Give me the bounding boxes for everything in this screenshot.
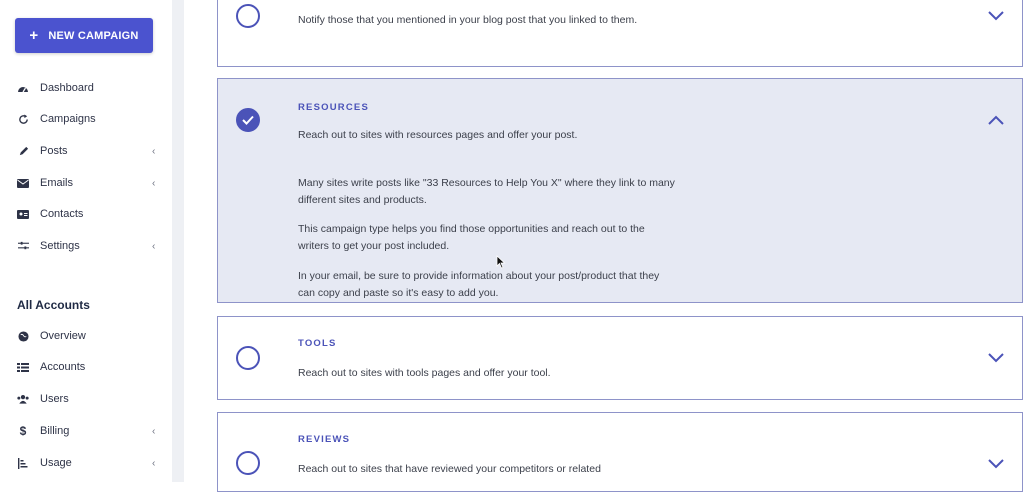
campaign-card-mentions[interactable] (217, 0, 1023, 67)
chevron-left-icon: ‹ (152, 457, 156, 469)
chevron-up-icon[interactable] (987, 114, 1005, 126)
sidebar-item-accounts[interactable] (0, 355, 172, 379)
sliders-icon (17, 240, 29, 252)
dollar-icon: $ (19, 424, 27, 438)
sidebar-item-users[interactable] (0, 387, 172, 411)
sidebar-item-label: Billing (40, 425, 70, 437)
sidebar-item-label: Contacts (40, 208, 84, 220)
chevron-down-icon[interactable] (987, 352, 1005, 364)
card-description: Reach out to sites that have reviewed your competitors or related (298, 463, 601, 475)
sidebar-item-label: Accounts (40, 361, 86, 373)
new-campaign-label: NEW CAMPAIGN (48, 29, 139, 42)
mouse-cursor-icon (496, 255, 506, 269)
campaign-card-tools[interactable] (217, 316, 1023, 400)
sidebar-item-contacts[interactable] (0, 202, 172, 226)
sidebar-item-label: Settings (40, 240, 80, 252)
sidebar-item-overview[interactable] (0, 324, 172, 348)
campaign-card-resources[interactable] (217, 78, 1023, 303)
sidebar-item-label: Campaigns (40, 113, 96, 125)
chevron-down-icon[interactable] (987, 458, 1005, 470)
radio-unchecked-icon[interactable] (236, 346, 260, 370)
sidebar-item-posts[interactable] (0, 139, 172, 163)
radio-unchecked-icon[interactable] (236, 451, 260, 475)
sidebar-item-label: Overview (40, 330, 86, 342)
card-paragraph: Many sites write posts like "33 Resources to Help You X" where they link to many different sites and products. (298, 177, 675, 206)
sidebar-item-label: Emails (40, 177, 74, 189)
sidebar (0, 0, 172, 482)
refresh-icon (17, 113, 29, 125)
card-paragraph: In your email, be sure to provide information about your post/product that they can copy and paste so it's easy to add you. (298, 270, 660, 299)
checkmark-circle-icon[interactable] (236, 108, 260, 132)
bar-chart-icon (17, 457, 29, 469)
chevron-down-icon[interactable] (987, 10, 1005, 22)
envelope-icon (17, 177, 29, 189)
card-paragraph: This campaign type helps you find those opportunities and reach out to the writers to get your post included. (298, 223, 645, 252)
sidebar-item-usage[interactable] (0, 451, 172, 475)
card-description: Notify those that you mentioned in your blog post that you linked to them. (298, 14, 638, 26)
campaign-card-reviews[interactable] (217, 412, 1023, 492)
users-icon (17, 393, 29, 405)
card-title: REVIEWS (298, 434, 351, 445)
pencil-icon (17, 145, 29, 157)
contact-card-icon (17, 208, 29, 220)
list-icon (17, 361, 29, 373)
chevron-left-icon: ‹ (152, 240, 156, 252)
radio-unchecked-icon[interactable] (236, 4, 260, 28)
sidebar-item-label: Posts (40, 145, 68, 157)
sidebar-item-billing[interactable] (0, 419, 172, 443)
sidebar-item-dashboard[interactable] (0, 76, 172, 100)
card-description: Reach out to sites with tools pages and offer your tool. (298, 367, 551, 379)
dashboard-icon (17, 82, 29, 94)
all-accounts-heading: All Accounts (17, 298, 90, 312)
sidebar-item-label: Users (40, 393, 69, 405)
sidebar-item-settings[interactable] (0, 234, 172, 258)
globe-icon (17, 330, 29, 342)
sidebar-item-label: Usage (40, 457, 72, 469)
chevron-left-icon: ‹ (152, 177, 156, 189)
card-title: TOOLS (298, 338, 337, 349)
chevron-left-icon: ‹ (152, 145, 156, 157)
sidebar-item-campaigns[interactable] (0, 107, 172, 131)
card-title: RESOURCES (298, 102, 369, 113)
chevron-left-icon: ‹ (152, 425, 156, 437)
plus-icon: + (29, 27, 39, 44)
new-campaign-button[interactable] (15, 18, 153, 53)
card-description: Reach out to sites with resources pages and offer your post. (298, 129, 578, 141)
sidebar-item-emails[interactable] (0, 171, 172, 195)
sidebar-divider (172, 0, 184, 482)
sidebar-item-label: Dashboard (40, 82, 94, 94)
